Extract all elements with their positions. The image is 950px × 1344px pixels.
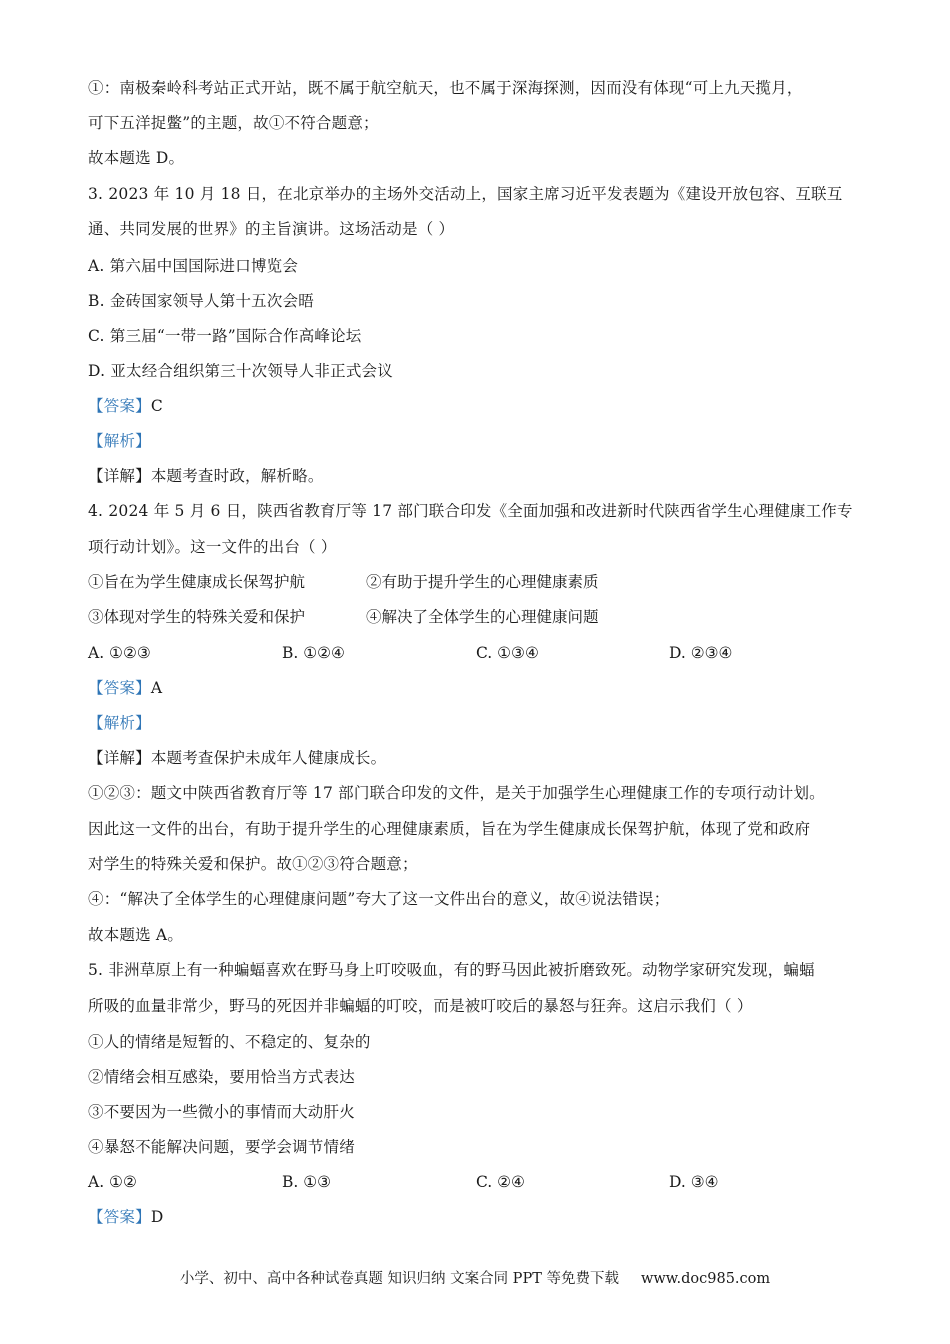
detail-text: 本题考查保护未成年人健康成长。 [150, 749, 387, 767]
question-4-stem: 4. 2024 年 5 月 6 日，陕西省教育厅等 17 部门联合印发《全面加强和改进新时代陕西省学生心理健康工作专 [88, 502, 853, 520]
statement-2: ②情绪会相互感染，要用恰当方式表达 [88, 1068, 355, 1086]
explanation-line: 对学生的特殊关爱和保护。故①②③符合题意； [88, 855, 418, 873]
option-a: A. 第六届中国国际进口博览会 [88, 257, 299, 275]
detail-text: 本题考查时政，解析略。 [150, 467, 324, 485]
footer-url: www.doc985.com [640, 1271, 771, 1287]
statement-1: ①人的情绪是短暂的、不稳定的、复杂的 [88, 1033, 371, 1051]
question-4-stem: 项行动计划》。这一文件的出台（ ） [88, 538, 337, 556]
answer-value: C [150, 397, 163, 415]
analysis-tag: 【解析】 [88, 714, 151, 732]
option-b: B. ①③ [282, 1173, 332, 1191]
explanation-line: ①②③：题文中陕西省教育厅等 17 部门联合印发的文件，是关于加强学生心理健康工作的专项行动计划。 [88, 784, 825, 802]
statement-2: ②有助于提升学生的心理健康素质 [366, 573, 599, 591]
question-5-stem: 所吸的血量非常少，野马的死因并非蝙蝠的叮咬，而是被叮咬后的暴怒与狂奔。这启示我们（ ） [88, 997, 753, 1015]
analysis-tag: 【解析】 [88, 432, 151, 450]
q3-detail [88, 465, 324, 487]
footer-text: 小学、初中、高中各种试卷真题 知识归纳 文案合同 PPT 等免费下载 [179, 1271, 619, 1287]
answer-tag: 【答案】 [88, 679, 151, 697]
q5-answer [88, 1206, 163, 1228]
option-d: D. 亚太经合组织第三十次领导人非正式会议 [88, 362, 393, 380]
q4-analysis [88, 712, 151, 734]
question-5-stem: 5. 非洲草原上有一种蝙蝠喜欢在野马身上叮咬吸血，有的野马因此被折磨致死。动物学家研究发现，蝙蝠 [88, 961, 815, 979]
explanation-line: 因此这一文件的出台，有助于提升学生的心理健康素质，旨在为学生健康成长保驾护航，体现了党和政府 [88, 820, 811, 838]
answer-value: D [150, 1208, 164, 1226]
option-a: A. ①② [88, 1173, 137, 1191]
option-b: B. 金砖国家领导人第十五次会晤 [88, 292, 314, 310]
text-line: 可下五洋捉鳖”的主题，故①不符合题意； [88, 114, 379, 132]
option-c: C. ①③④ [476, 644, 539, 662]
answer-value: A [150, 679, 163, 697]
text-line: ①：南极秦岭科考站正式开站，既不属于航空航天，也不属于深海探测，因而没有体现“可上九天揽月， [88, 79, 803, 97]
q4-detail [88, 747, 386, 769]
answer-tag: 【答案】 [88, 1208, 151, 1226]
question-3-stem: 3. 2023 年 10 月 18 日，在北京举办的主场外交活动上，国家主席习近平发表题为《建设开放包容、互联互 [88, 185, 843, 203]
option-c: C. 第三届“一带一路”国际合作高峰论坛 [88, 327, 362, 345]
q3-analysis [88, 430, 151, 452]
text-line: 故本题选 D。 [88, 149, 185, 167]
answer-tag: 【答案】 [88, 397, 151, 415]
statement-4: ④暴怒不能解决问题，要学会调节情绪 [88, 1138, 355, 1156]
statement-1: ①旨在为学生健康成长保驾护航 [88, 573, 306, 591]
detail-tag: 【详解】 [88, 467, 151, 485]
option-b: B. ①②④ [282, 644, 345, 662]
conclusion-line: 故本题选 A。 [88, 926, 184, 944]
option-c: C. ②④ [476, 1173, 525, 1191]
option-d: D. ③④ [669, 1173, 719, 1191]
detail-tag: 【详解】 [88, 749, 151, 767]
statement-4: ④解决了全体学生的心理健康问题 [366, 608, 599, 626]
question-3-stem: 通、共同发展的世界》的主旨演讲。这场活动是（ ） [88, 220, 455, 238]
q3-answer [88, 395, 163, 417]
q4-answer [88, 677, 162, 699]
statement-3: ③体现对学生的特殊关爱和保护 [88, 608, 306, 626]
page-footer [0, 1268, 950, 1290]
option-d: D. ②③④ [669, 644, 733, 662]
explanation-line: ④：“解决了全体学生的心理健康问题”夸大了这一文件出台的意义，故④说法错误； [88, 890, 670, 908]
option-a: A. ①②③ [88, 644, 151, 662]
statement-3: ③不要因为一些微小的事情而大动肝火 [88, 1103, 355, 1121]
